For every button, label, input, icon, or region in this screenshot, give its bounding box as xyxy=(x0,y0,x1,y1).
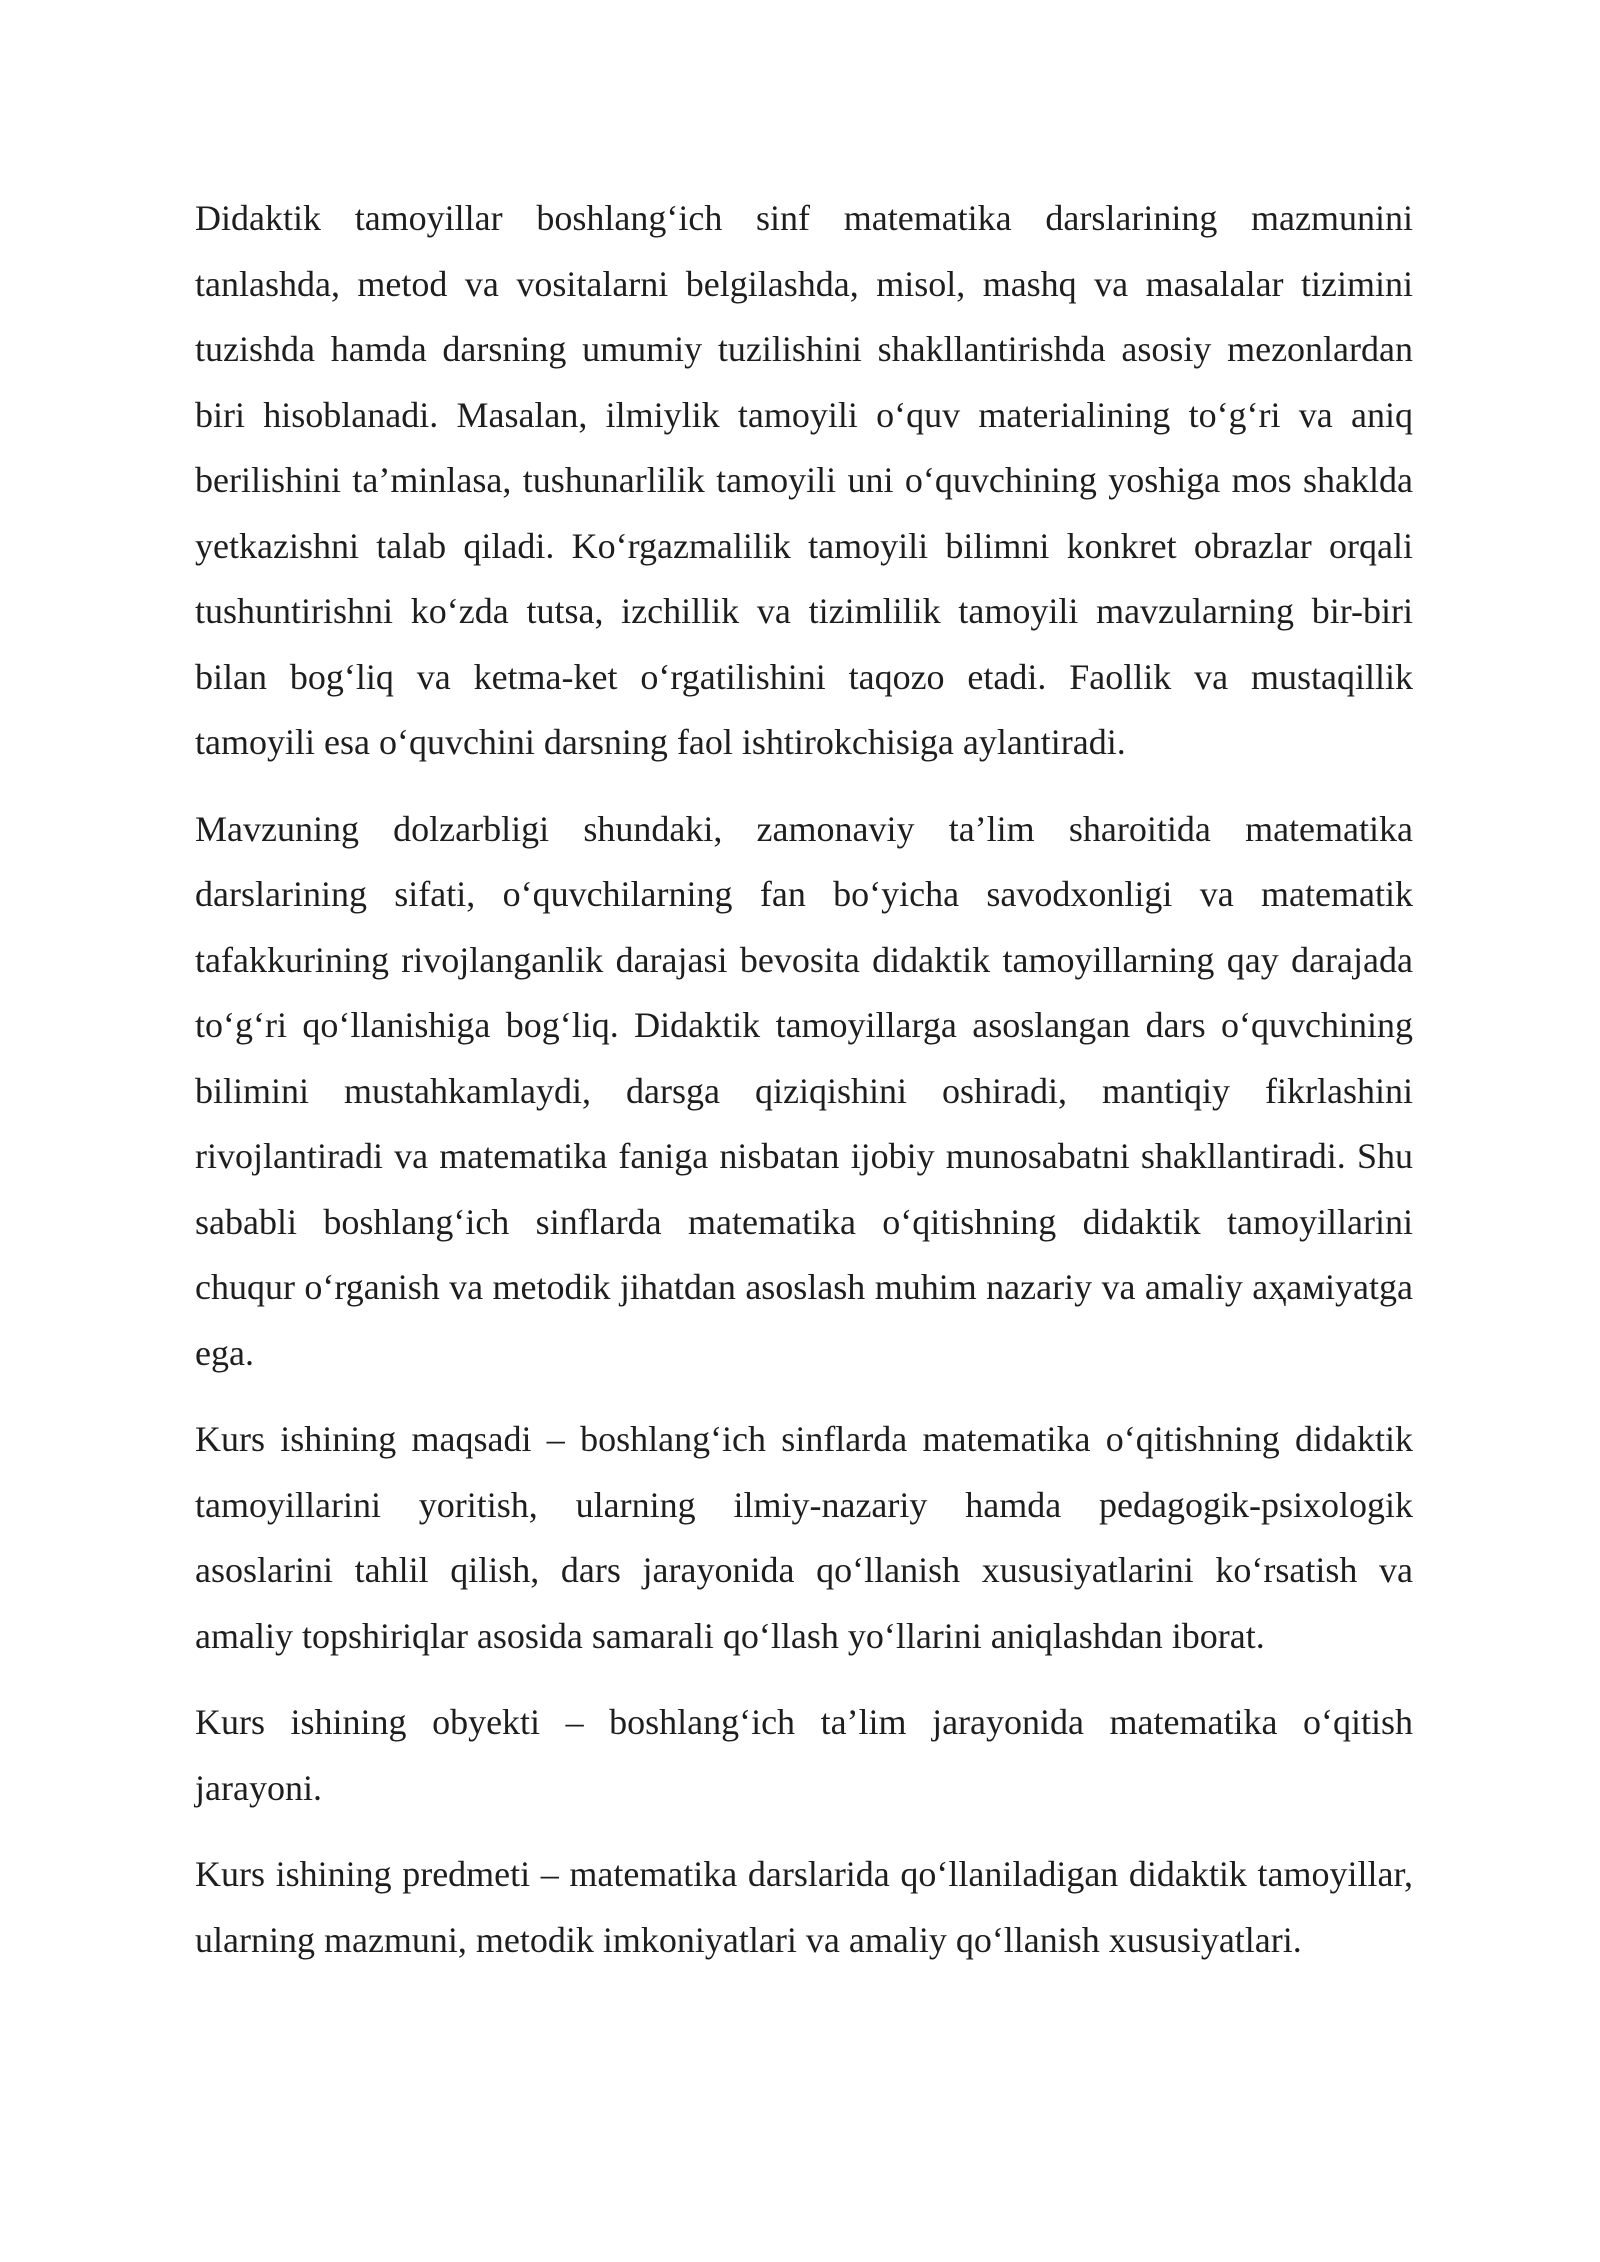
paragraph-course-object: Kurs ishining obyekti – boshlang‘ich ta’lim jarayonida matematika o‘qitish jarayoni. xyxy=(195,1702,1413,1808)
paragraph-topic-relevance: Mavzuning dolzarbligi shundaki, zamonaviy ta’lim sharoitida matematika darslarining sifati, o‘quvchilarning fan bo‘yicha savodxonligi va matematik tafakkurining rivojlanganlik darajasi bevosita didaktik tamoyillarning qay darajada to‘g‘ri qo‘llanishiga bog‘liq. Didaktik tamoyillarga asoslangan dars o‘quvchining bilimini mustahkamlaydi, darsga qiziqishini oshiradi, mantiqiy fikrlashini rivojlantiradi va matematika faniga nisbatan ijobiy munosabatni shakllantiradi. Shu sababli boshlang‘ich sinflarda matematika o‘qitishning didaktik tamoyillarini chuqur o‘rganish va metodik jihatdan asoslash muhim nazariy va amaliy aҳамiyatga ega. xyxy=(195,808,1413,1373)
paragraph-didactic-principles: Didaktik tamoyillar boshlang‘ich sinf matematika darslarining mazmunini tanlashda, metod va vositalarni belgilashda, misol, mashq va masalalar tizimini tuzishda hamda darsning umumiy tuzilishini shakllantirishda asosiy mezonlardan biri hisoblanadi. Masalan, ilmiylik tamoyili o‘quv materialining to‘g‘ri va aniq berilishini ta’minlasa, tushunarlilik tamoyili uni o‘quvchining yoshiga mos shaklda yetkazishni talab qiladi. Ko‘rgazmalilik tamoyili bilimni konkret obrazlar orqali tushuntirishni ko‘zda tutsa, izchillik va tizimlilik tamoyili mavzularning bir-biri bilan bog‘liq va ketma-ket o‘rgatilishini taqozo etadi. Faollik va mustaqillik tamoyili esa o‘quvchini darsning faol ishtirokchisiga aylantiradi. xyxy=(195,198,1413,762)
document-body xyxy=(195,186,1413,1994)
paragraph-course-goal: Kurs ishining maqsadi – boshlang‘ich sinflarda matematika o‘qitishning didaktik tamoyillarini yoritish, ularning ilmiy-nazariy hamda pedagogik-psixologik asoslarini tahlil qilish, dars jarayonida qo‘llanish xususiyatlarini ko‘rsatish va amaliy topshiriqlar asosida samarali qo‘llash yo‘llarini aniqlashdan iborat. xyxy=(195,1419,1413,1656)
paragraph-course-subject: Kurs ishining predmeti – matematika darslarida qo‘llaniladigan didaktik tamoyillar, ularning mazmuni, metodik imkoniyatlari va amaliy qo‘llanish xususiyatlari. xyxy=(195,1854,1413,1960)
